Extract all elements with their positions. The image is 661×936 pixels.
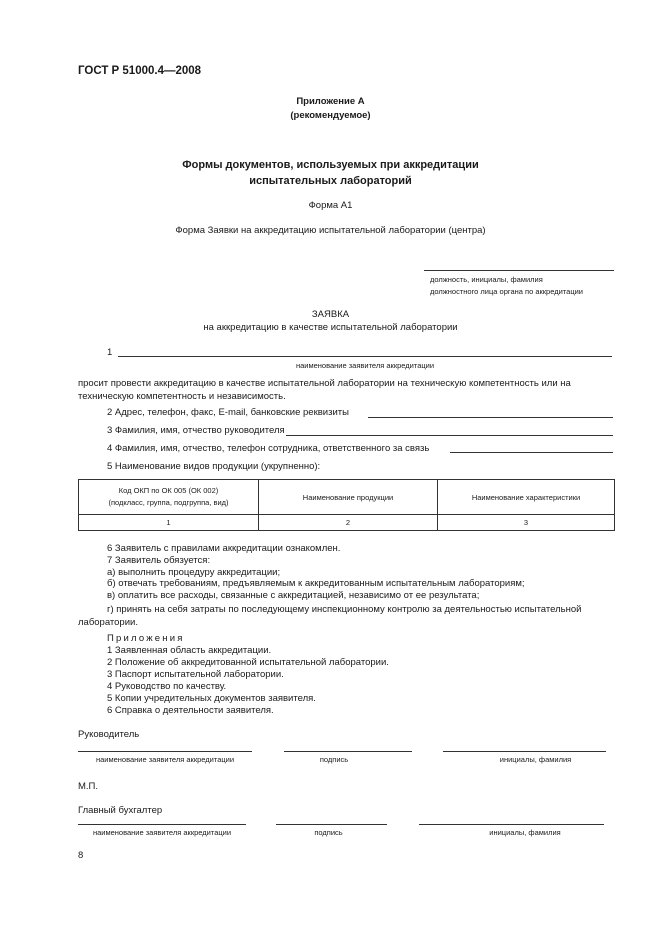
- head-initials-caption: инициалы, фамилия: [499, 755, 572, 764]
- seal-label: М.П.: [78, 781, 99, 792]
- appendix-title: Приложение А: [296, 96, 365, 107]
- page-number: 8: [78, 850, 84, 861]
- table-header-okp: [79, 480, 259, 515]
- accountant-label: Главный бухгалтер: [78, 805, 163, 816]
- head-initials-line: [443, 751, 606, 752]
- item-7-a: а) выполнить процедуру аккредитации;: [107, 567, 281, 578]
- head-label: Руководитель: [78, 729, 140, 740]
- head-name-line: [78, 751, 252, 752]
- form-description: Форма Заявки на аккредитацию испытательной лаборатории (центра): [175, 225, 486, 236]
- request-text: просит провести аккредитацию в качестве испытательной лаборатории на техническую компетентность или на техническую компетентность и независимость.: [78, 378, 571, 402]
- head-name-caption: наименование заявителя аккредитации: [95, 755, 235, 764]
- section-title-line1: Формы документов, используемых при аккредитации: [182, 159, 479, 171]
- field-2-line: [368, 417, 613, 418]
- attachments-heading: Приложения: [107, 633, 185, 644]
- field-4-line: [450, 452, 613, 453]
- table-header-product: Наименование продукции: [259, 480, 438, 515]
- field-3-line: [286, 435, 613, 436]
- item-7-v: в) оплатить все расходы, связанные с аккредитацией, независимо от ее результата;: [107, 590, 480, 601]
- accountant-initials-caption: инициалы, фамилия: [489, 828, 561, 837]
- section-title-line2: испытательных лабораторий: [249, 175, 412, 187]
- addressee-line: [424, 270, 614, 271]
- table-header-okp-line2: (подкласс, группа, подгруппа, вид): [108, 498, 229, 507]
- attachment-item-4: 4 Руководство по качеству.: [107, 681, 227, 692]
- table-col-number-2: 2: [259, 515, 438, 531]
- product-table: [78, 479, 615, 531]
- accountant-initials-line: [419, 824, 604, 825]
- table-col-number-1: 1: [79, 515, 259, 531]
- attachment-item-6: 6 Справка о деятельности заявителя.: [107, 705, 274, 716]
- item-6: 6 Заявитель с правилами аккредитации ознакомлен.: [107, 543, 341, 554]
- accountant-sign-caption: подпись: [314, 828, 343, 837]
- field-4-label: 4 Фамилия, имя, отчество, телефон сотрудника, ответственного за связь: [107, 443, 430, 454]
- table-header-okp-line1: Код ОКП по ОК 005 (ОК 002): [118, 486, 219, 495]
- table-header-row: [79, 480, 615, 515]
- attachment-item-3: 3 Паспорт испытательной лаборатории.: [107, 669, 284, 680]
- attachment-item-1: 1 Заявленная область аккредитации.: [107, 645, 272, 656]
- field-2-label: 2 Адрес, телефон, факс, E-mail, банковские реквизиты: [107, 407, 349, 418]
- addressee-caption-2: должностного лица органа по аккредитации: [430, 287, 583, 296]
- form-label: Форма А1: [308, 200, 353, 211]
- application-subtitle: на аккредитацию в качестве испытательной лаборатории: [203, 322, 458, 333]
- field-5-label: 5 Наименование видов продукции (укрупненно):: [107, 461, 321, 472]
- application-title: ЗАЯВКА: [311, 309, 350, 320]
- appendix-subtitle: (рекомендуемое): [290, 110, 371, 121]
- item-7-b: б) отвечать требованиям, предъявляемым к аккредитованным испытательным лабораториям;: [107, 578, 525, 589]
- field-1-line: [118, 356, 612, 357]
- document-id: ГОСТ Р 51000.4—2008: [78, 65, 202, 77]
- accountant-name-caption: наименование заявителя аккредитации: [92, 828, 232, 837]
- item-7: 7 Заявитель обязуется:: [107, 555, 211, 566]
- table-col-number-3: 3: [438, 515, 615, 531]
- table-number-row: [79, 515, 615, 531]
- field-3-label: 3 Фамилия, имя, отчество руководителя: [107, 425, 285, 436]
- item-7-g: г) принять на себя затраты по последующему инспекционному контролю за деятельностью испытательной лаборатории.: [78, 604, 582, 628]
- attachment-item-2: 2 Положение об аккредитованной испытательной лаборатории.: [107, 657, 389, 668]
- head-sign-caption: подпись: [319, 755, 349, 764]
- addressee-caption-1: должность, инициалы, фамилия: [430, 275, 543, 284]
- accountant-name-line: [78, 824, 246, 825]
- attachment-item-5: 5 Копии учредительных документов заявителя.: [107, 693, 316, 704]
- field-1-caption: наименование заявителя аккредитации: [295, 361, 435, 370]
- table-header-characteristic: Наименование характеристики: [438, 480, 615, 515]
- head-sign-line: [284, 751, 412, 752]
- accountant-sign-line: [276, 824, 387, 825]
- field-1-number: 1: [107, 347, 113, 358]
